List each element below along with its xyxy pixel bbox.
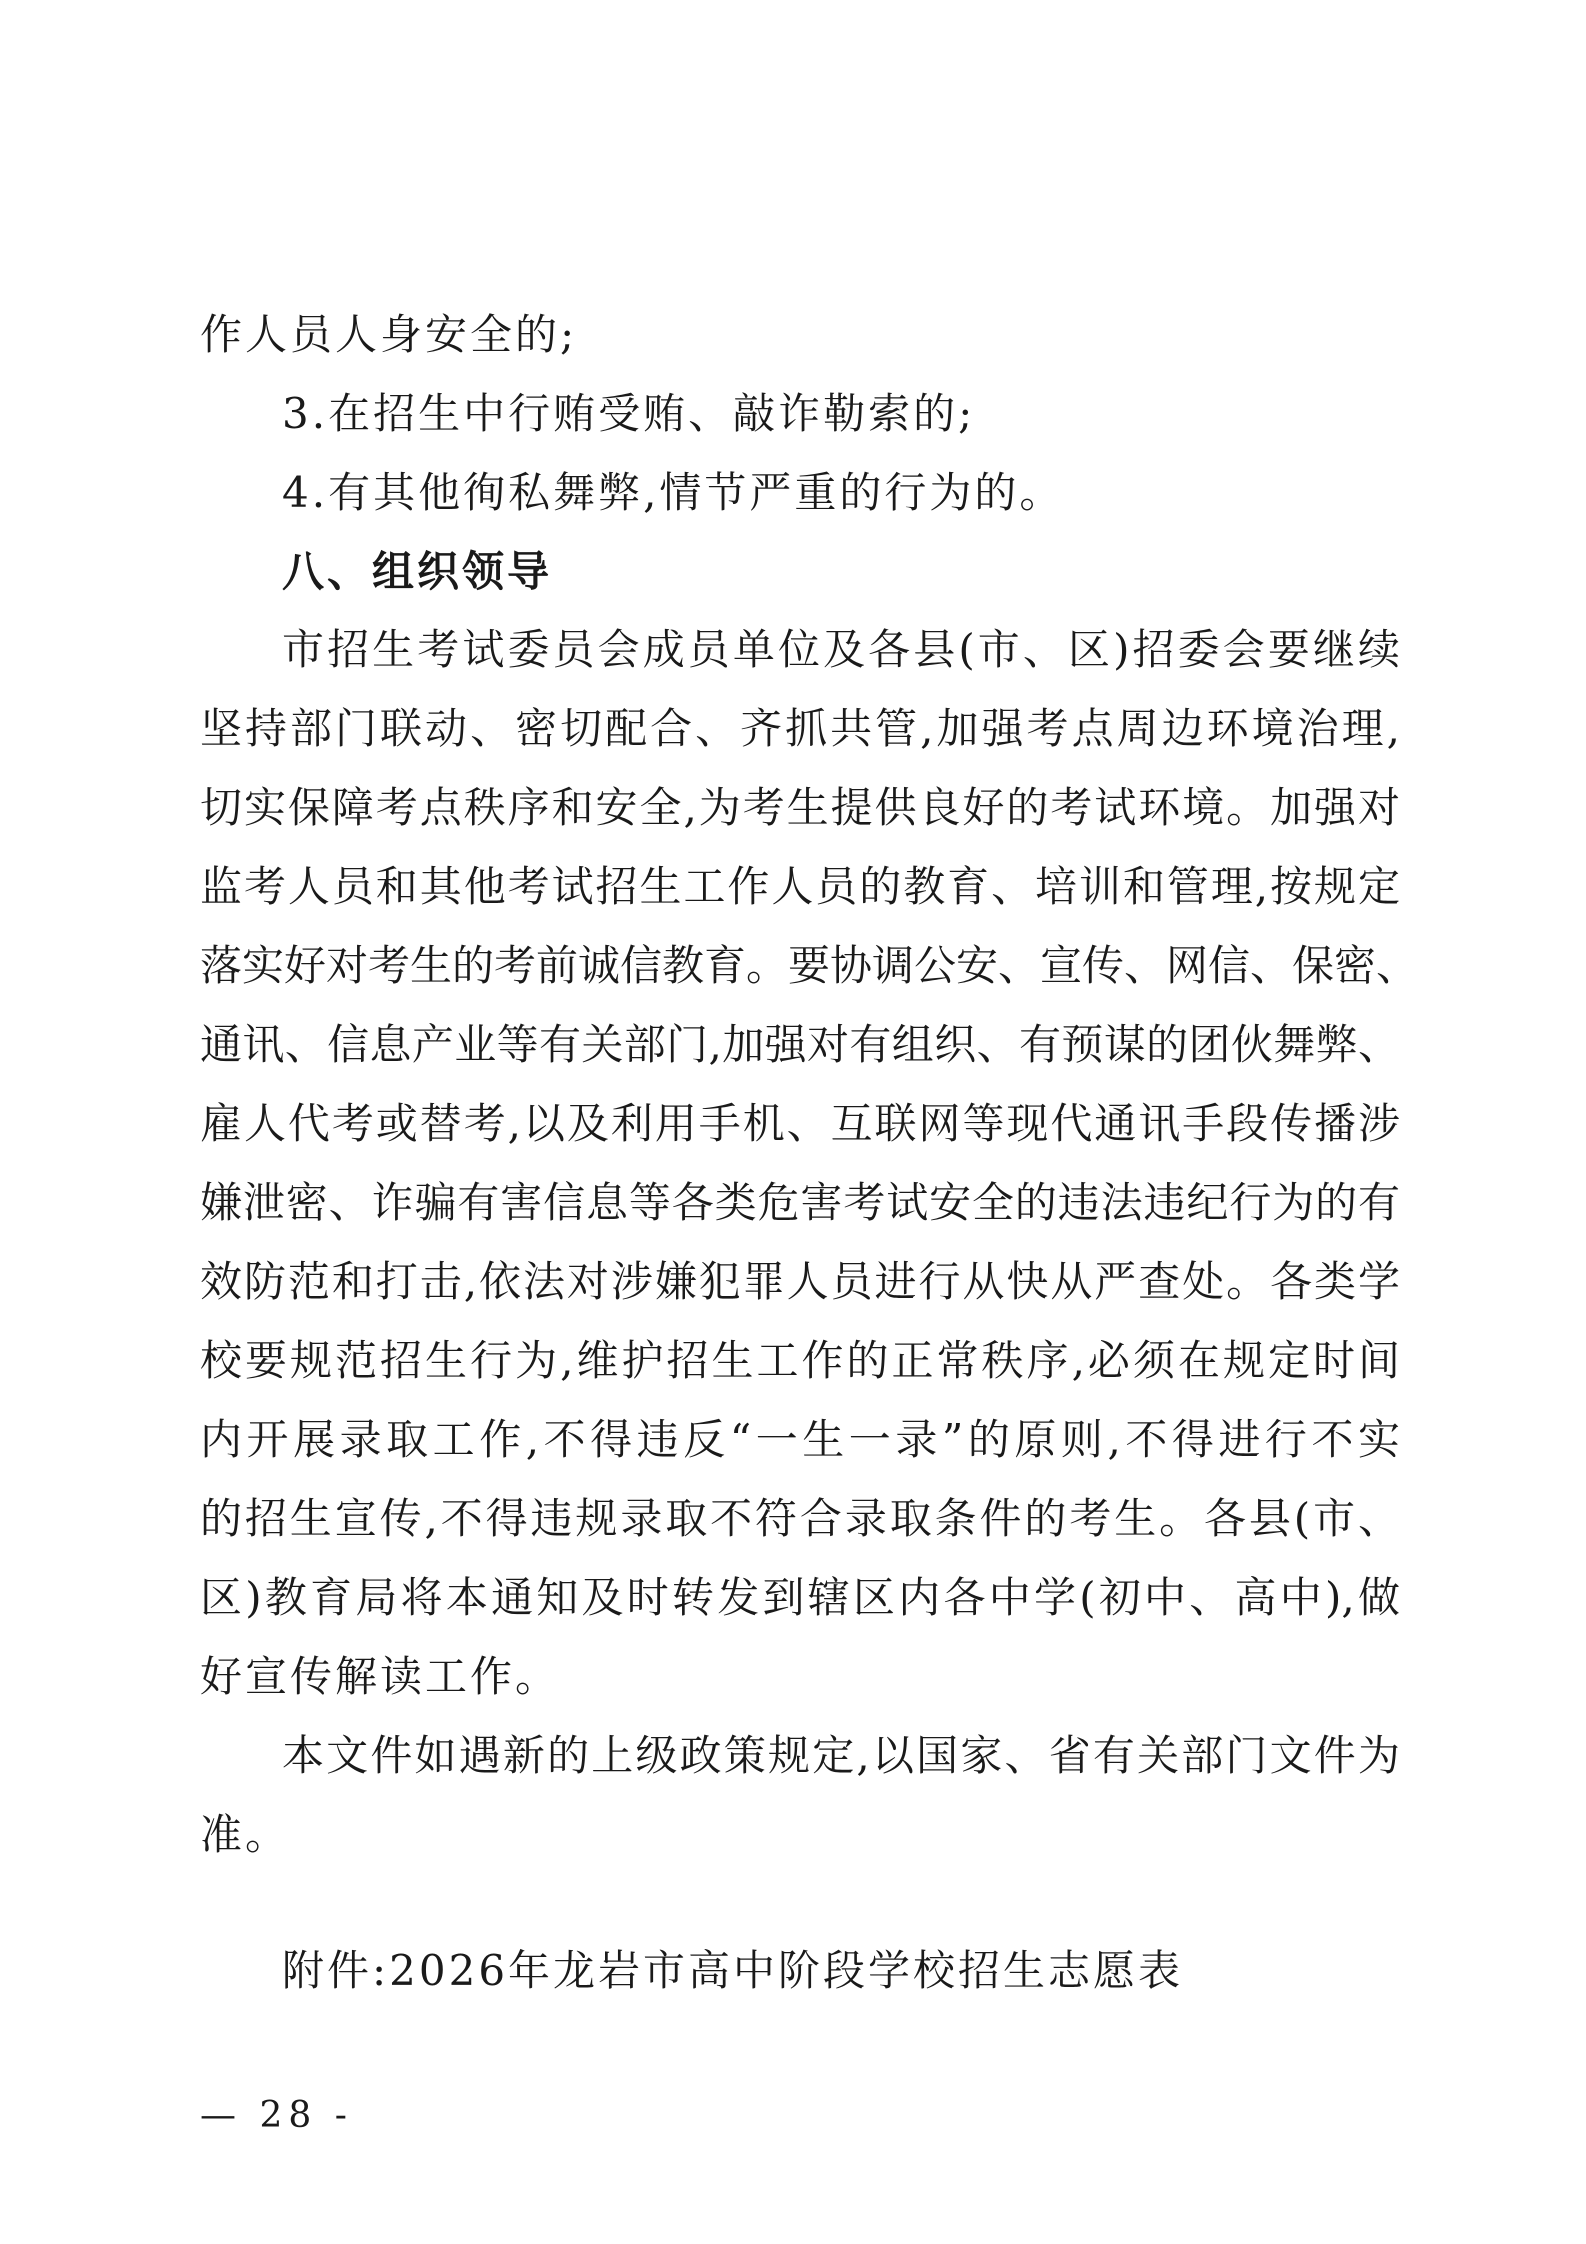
paragraph-line: 落实好对考生的考前诚信教育。要协调公安、宣传、网信、保密、: [200, 941, 1419, 990]
paragraph-line: 切实保障考点秩序和安全,为考生提供良好的考试环境。加强对: [200, 783, 1400, 832]
paragraph-line: 监考人员和其他考试招生工作人员的教育、培训和管理,按规定: [200, 862, 1400, 911]
paragraph-line: 准。: [200, 1810, 291, 1859]
paragraph-line: 雇人代考或替考,以及利用手机、互联网等现代通讯手段传播涉: [200, 1099, 1400, 1148]
paragraph-line: 区)教育局将本通知及时转发到辖区内各中学(初中、高中),做: [200, 1573, 1400, 1622]
paragraph-line: 通讯、信息产业等有关部门,加强对有组织、有预谋的团伙舞弊、: [200, 1020, 1400, 1069]
section-heading: 八、组织领导: [282, 547, 553, 596]
list-item: 3.在招生中行贿受贿、敲诈勒索的;: [282, 389, 976, 438]
text-line: 作人员人身安全的;: [200, 310, 578, 359]
page-number: — 28 -: [200, 2095, 353, 2136]
paragraph-line: 市招生考试委员会成员单位及各县(市、区)招委会要继续: [282, 625, 1400, 674]
paragraph-line: 嫌泄密、诈骗有害信息等各类危害考试安全的违法违纪行为的有: [200, 1178, 1400, 1227]
paragraph-line: 本文件如遇新的上级政策规定,以国家、省有关部门文件为: [282, 1731, 1400, 1780]
paragraph-line: 的招生宣传,不得违规录取不符合录取条件的考生。各县(市、: [200, 1494, 1400, 1543]
paragraph-line: 校要规范招生行为,维护招生工作的正常秩序,必须在规定时间: [200, 1336, 1400, 1385]
paragraph-line: 好宣传解读工作。: [200, 1652, 561, 1701]
list-item: 4.有其他徇私舞弊,情节严重的行为的。: [282, 468, 1065, 517]
paragraph-line: 效防范和打击,依法对涉嫌犯罪人员进行从快从严查处。各类学: [200, 1257, 1400, 1306]
paragraph-line: 坚持部门联动、密切配合、齐抓共管,加强考点周边环境治理,: [200, 704, 1400, 753]
attachment-line: 附件:2026年龙岩市高中阶段学校招生志愿表: [282, 1946, 1184, 1995]
paragraph-line: 内开展录取工作,不得违反“一生一录”的原则,不得进行不实: [200, 1415, 1400, 1464]
